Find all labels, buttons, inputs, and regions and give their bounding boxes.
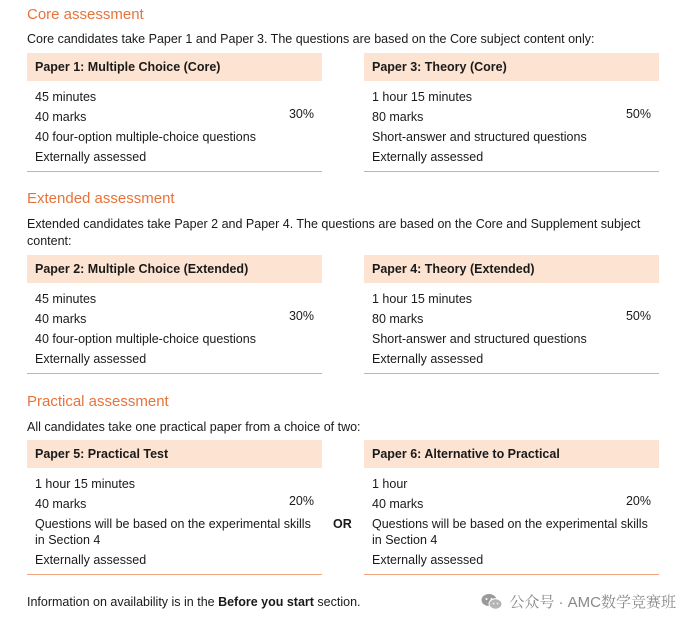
- paper-4-marks: 80 marks: [372, 312, 424, 326]
- paper-6-card: [364, 440, 659, 575]
- core-assessment-title: Core assessment: [27, 6, 144, 23]
- paper-2-marks: 40 marks: [35, 312, 87, 326]
- practical-intro: All candidates take one practical paper from a choice of two:: [27, 420, 361, 434]
- core-intro: Core candidates take Paper 1 and Paper 3. The questions are based on the Core subject content only:: [27, 32, 595, 46]
- paper-5-weight: 20%: [288, 494, 314, 508]
- paper-3-title: Paper 3: Theory (Core): [364, 53, 659, 81]
- paper-4-weight: 50%: [625, 309, 651, 323]
- paper-4-card: [364, 255, 659, 374]
- paper-4-title: Paper 4: Theory (Extended): [364, 255, 659, 283]
- paper-1-marks: 40 marks: [35, 110, 87, 124]
- paper-2-assessed: Externally assessed: [35, 352, 147, 366]
- before-you-start-link: Before you start: [218, 595, 314, 609]
- paper-5-assessed: Externally assessed: [35, 553, 147, 567]
- paper-1-card: [27, 53, 322, 172]
- paper-4-duration: 1 hour 15 minutes: [372, 292, 473, 306]
- paper-3-marks: 80 marks: [372, 110, 424, 124]
- paper-2-format: 40 four-option multiple-choice questions: [35, 332, 256, 346]
- paper-6-title: Paper 6: Alternative to Practical: [364, 440, 659, 468]
- paper-2-weight: 30%: [288, 309, 314, 323]
- paper-3-assessed: Externally assessed: [372, 150, 484, 164]
- paper-6-duration: 1 hour: [372, 477, 408, 491]
- paper-3-format: Short-answer and structured questions: [372, 130, 587, 144]
- paper-2-title: Paper 2: Multiple Choice (Extended): [27, 255, 322, 283]
- paper-3-card: [364, 53, 659, 172]
- paper-1-weight: 30%: [288, 107, 314, 121]
- extended-assessment-title: Extended assessment: [27, 190, 175, 207]
- availability-note-suffix: section.: [313, 595, 361, 609]
- wechat-icon: [481, 593, 503, 611]
- paper-1-assessed: Externally assessed: [35, 150, 147, 164]
- paper-2-card: [27, 255, 322, 374]
- watermark: [481, 591, 676, 612]
- watermark-text: 公众号 · AMC数学竞赛班: [509, 594, 676, 611]
- extended-intro: Extended candidates take Paper 2 and Paper 4. The questions are based on the Core and Supplement subject content:: [27, 217, 641, 248]
- paper-6-weight: 20%: [625, 494, 651, 508]
- paper-6-assessed: Externally assessed: [372, 553, 484, 567]
- paper-4-format: Short-answer and structured questions: [372, 332, 587, 346]
- paper-6-marks: 40 marks: [372, 497, 424, 511]
- availability-note-prefix: Information on availability is in the: [27, 595, 219, 609]
- availability-note: [27, 595, 361, 609]
- practical-assessment-title: Practical assessment: [27, 393, 169, 410]
- paper-3-duration: 1 hour 15 minutes: [372, 90, 473, 104]
- paper-2-duration: 45 minutes: [35, 292, 97, 306]
- paper-1-duration: 45 minutes: [35, 90, 97, 104]
- paper-5-format: Questions will be based on the experimental skills in Section 4: [35, 517, 311, 547]
- paper-6-format: Questions will be based on the experimental skills in Section 4: [372, 517, 648, 547]
- paper-5-title: Paper 5: Practical Test: [27, 440, 322, 468]
- paper-4-assessed: Externally assessed: [372, 352, 484, 366]
- or-separator: OR: [333, 517, 352, 531]
- paper-1-format: 40 four-option multiple-choice questions: [35, 130, 256, 144]
- paper-3-weight: 50%: [625, 107, 651, 121]
- paper-5-card: [27, 440, 322, 575]
- paper-1-title: Paper 1: Multiple Choice (Core): [27, 53, 322, 81]
- paper-5-marks: 40 marks: [35, 497, 87, 511]
- paper-5-duration: 1 hour 15 minutes: [35, 477, 136, 491]
